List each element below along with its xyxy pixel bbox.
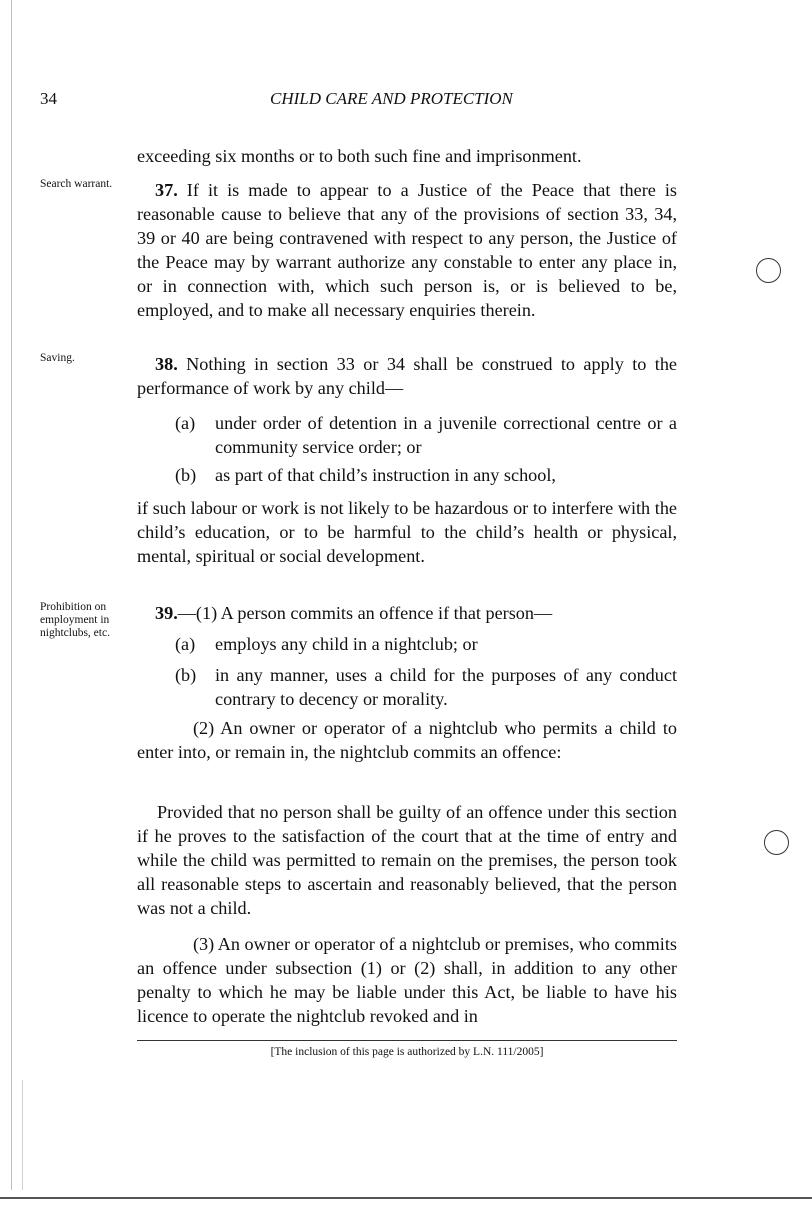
section-39-sub2: (2) An owner or operator of a nightclub who permits a child to enter into, or remain in, the nightclub commits an offence:: [137, 718, 677, 762]
punch-hole-lower: [764, 830, 789, 855]
section-37: [137, 178, 677, 322]
item-text: as part of that child’s instruction in any school,: [215, 465, 556, 485]
section-38-closing: if such labour or work is not likely to be hazardous or to interfere with the child’s education, or to be harmful to the child’s health or physical, mental, spiritual or social development.: [137, 498, 677, 566]
section-39-proviso: Provided that no person shall be guilty of an offence under this section if he proves to the satisfaction of the court that at the time of entry and while the child was permitted to remain on the premises, the person took all reasonable steps to ascertain and reasonably believed, that the person was not a child.: [137, 802, 677, 918]
item-label: (a): [175, 634, 196, 654]
running-head: CHILD CARE AND PROTECTION: [270, 89, 513, 108]
section-39-sub3: (3) An owner or operator of a nightclub or premises, who commits an offence under subsection (1) or (2) shall, in addition to any other penalty to which he may be liable under this Act, be liable to have his licence to operate the nightclub revoked and in: [137, 934, 677, 1026]
section-37-number: 37.: [155, 180, 178, 200]
margin-note-search-warrant: Search warrant.: [40, 178, 113, 190]
binding-edge-inner: [22, 1080, 23, 1190]
section-37-text: If it is made to appear to a Justice of the Peace that there is reasonable cause to believe that any of the provisions of section 33, 34, 39 or 40 are being contravened with respect to any person, the Justice of the Peace may by warrant authorize any constable to enter any place in, or in connection with, which such person is, or is believed to be, employed, and to make all necessary enquiries therein.: [137, 180, 677, 320]
margin-note-saving: Saving.: [40, 352, 75, 364]
punch-hole-upper: [756, 258, 781, 283]
section-38-number: 38.: [155, 354, 178, 374]
section-39-item-b: [175, 663, 677, 709]
item-label: (a): [175, 413, 196, 433]
section-39-number: 39.: [155, 603, 178, 623]
item-label: (b): [175, 665, 197, 685]
section-39-sub1: [137, 601, 677, 625]
scan-bottom-edge: [0, 1197, 812, 1199]
section-38-item-a: [175, 411, 677, 457]
binding-edge: [11, 0, 12, 1190]
footer-note: [The inclusion of this page is authorized by L.N. 111/2005]: [270, 1046, 544, 1058]
section-38-text: Nothing in section 33 or 34 shall be construed to apply to the performance of work by any child—: [137, 354, 678, 398]
item-text: employs any child in a nightclub; or: [215, 634, 478, 654]
section-38-item-b: [175, 463, 677, 487]
margin-note-prohibition: Prohibition on employment in nightclubs, etc.: [40, 601, 110, 639]
footer-rule: [137, 1040, 677, 1041]
section-39-item-a: [175, 632, 677, 656]
item-label: (b): [175, 465, 197, 485]
page-number: 34: [40, 89, 57, 108]
item-text: under order of detention in a juvenile correctional centre or a community service order; or: [215, 413, 677, 457]
section-38: [137, 352, 677, 400]
carry-over-text: exceeding six months or to both such fine and imprisonment.: [137, 146, 582, 166]
section-39-sub1-lead: —(1) A person commits an offence if that person—: [177, 603, 553, 623]
item-text: in any manner, uses a child for the purposes of any conduct contrary to decency or morality.: [215, 665, 677, 709]
